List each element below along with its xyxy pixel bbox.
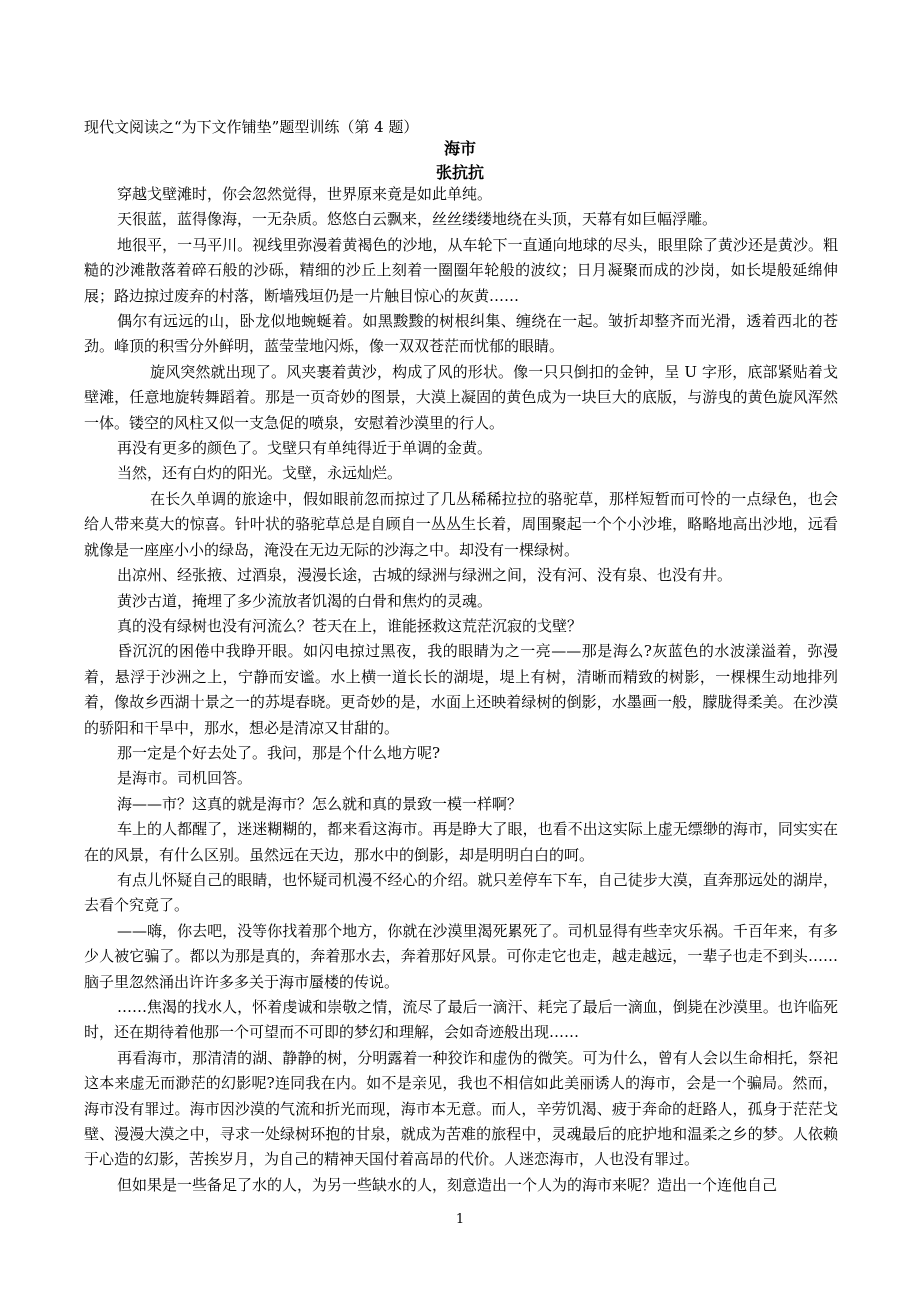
paragraph: 有点儿怀疑自己的眼睛，也怀疑司机漫不经心的介绍。就只差停车下车，自己徒步大漠，直奔那远处的湖岸，去看个究竟了。 [84,870,838,915]
essay-title: 海市 [443,139,476,158]
essay-author: 张抗抗 [435,163,484,182]
paragraph: 天很蓝，蓝得像海，一无杂质。悠悠白云飘来，丝丝缕缕地绕在头顶，天幕有如巨幅浮雕。 [117,210,718,229]
paragraph: 地很平，一马平川。视线里弥漫着黄褐色的沙地，从车轮下一直通向地球的尽头，眼里除了黄沙还是黄沙。粗糙的沙滩散落着碎石般的沙砾，精细的沙丘上刻着一圈圈年轮般的波纹；日月凝聚而成的沙岗，如长堤般延绵伸展；路边掠过废弃的村落，断墙残垣仍是一片触目惊心的灰黄…… [84,235,838,305]
paragraph: 昏沉沉的困倦中我睁开眼。如闪电掠过黑夜，我的眼睛为之一亮——那是海么?灰蓝色的水波漾溢着，弥漫着，悬浮于沙洲之上，宁静而安谧。水上横一道长长的湖堤，堤上有树，清晰而精致的树影，一棵棵生动地排列着，像故乡西湖十景之一的苏堤春晓。更奇妙的是，水面上还映着绿树的倒影，水墨画一般，朦胧得柔美。在沙漠的骄阳和干旱中，那水，想必是清凉又甘甜的。 [84,642,838,737]
paragraph: 车上的人都醒了，迷迷糊糊的，都来看这海市。再是睁大了眼，也看不出这实际上虚无缥缈的海市，同实实在在的风景，有什么区别。虽然远在天边，那水中的倒影，却是明明白白的呵。 [84,820,838,864]
paragraph: 但如果是一些备足了水的人，为另一些缺水的人，刻意造出一个人为的海市来呢？造出一个连他自己 [117,1175,778,1194]
paragraph: 真的没有绿树也没有河流么？苍天在上，谁能拯救这荒茫沉寂的戈壁？ [117,616,583,635]
paragraph: 当然，还有白灼的阳光。戈壁，永远灿烂。 [117,464,403,483]
paragraph: 那一定是个好去处了。我问，那是个什么地方呢? [117,743,441,762]
exercise-header: 现代文阅读之“为下文作铺垫”题型训练（第 4 题） [84,118,419,136]
paragraph: 是海市。司机回答。 [117,769,253,788]
paragraph: ——嗨，你去吧，没等你找着那个地方，你就在沙漠里渴死累死了。司机显得有些幸灾乐祸。千百年来，有多少人被它骗了。都以为那是真的，奔着那水去，奔着那好风景。可你走它也走，越走越远，一辈子也走不到头……脑子里忽然涌出许许多多关于海市蜃楼的传说。 [84,921,838,991]
paragraph: 黄沙古道，掩埋了多少流放者饥渴的白骨和焦灼的灵魂。 [117,591,493,610]
paragraph: 在长久单调的旅途中，假如眼前忽而掠过了几丛稀稀拉拉的骆驼草，那样短暂而可怜的一点绿色，也会给人带来莫大的惊喜。针叶状的骆驼草总是自顾自一丛丛生长着，周围聚起一个个小沙堆，略略地高出沙地，远看就像是一座座小小的绿岛，淹没在无边无际的沙海之中。却没有一棵绿树。 [84,489,838,559]
paragraph: 旋风突然就出现了。风夹裹着黄沙，构成了风的形状。像一只只倒扣的金钟，呈 U 字形，底部紧贴着戈壁滩，任意地旋转舞蹈着。那是一页奇妙的图景，大漠上凝固的黄色成为一块巨大的底版，与游曳的黄色旋风浑然一体。镂空的风柱又似一支急促的喷泉，安慰着沙漠里的行人。 [84,362,838,432]
paragraph: 再没有更多的颜色了。戈壁只有单纯得近于单调的金黄。 [117,439,493,458]
paragraph: ……焦渴的找水人，怀着虔诚和崇敬之情，流尽了最后一滴汗、耗完了最后一滴血，倒毙在沙漠里。也许临死时，还在期待着他那一个可望而不可即的梦幻和理解，会如奇迹般出现…… [84,998,838,1042]
paragraph: 再看海市，那清清的湖、静静的树，分明露着一种狡诈和虚伪的微笑。可为什么，曾有人会以生命相托，祭祀这本来虚无而渺茫的幻影呢?连同我在内。如不是亲见，我也不相信如此美丽诱人的海市，会是一个骗局。然而，海市没有罪过。海市因沙漠的气流和折光而现，海市本无意。而人，辛劳饥渴、疲于奔命的赶路人，孤身于茫茫戈壁、漫漫大漠之中，寻求一处绿树环抱的甘泉，就成为苦难的旅程中，灵魂最后的庇护地和温柔之乡的梦。人依赖于心造的幻影，苦挨岁月，为自己的精神天国付着高昂的代价。人迷恋海市，人也没有罪过。 [84,1048,838,1169]
page-number: 1 [455,1212,465,1227]
paragraph: 偶尔有远远的山，卧龙似地蜿蜒着。如黑黢黢的树根纠集、缠绕在一起。皱折却整齐而光滑，透着西北的苍劲。峰顶的积雪分外鲜明，蓝莹莹地闪烁，像一双双苍茫而忧郁的眼睛。 [84,312,838,356]
paragraph: 出凉州、经张掖、过酒泉，漫漫长途，古城的绿洲与绿洲之间，没有河、没有泉、也没有井。 [117,566,733,585]
paragraph: 海——市？这真的就是海市？怎么就和真的景致一模一样啊？ [117,794,523,813]
essay-body [84,182,838,1198]
paragraph: 穿越戈壁滩时，你会忽然觉得，世界原来竟是如此单纯。 [117,185,493,203]
